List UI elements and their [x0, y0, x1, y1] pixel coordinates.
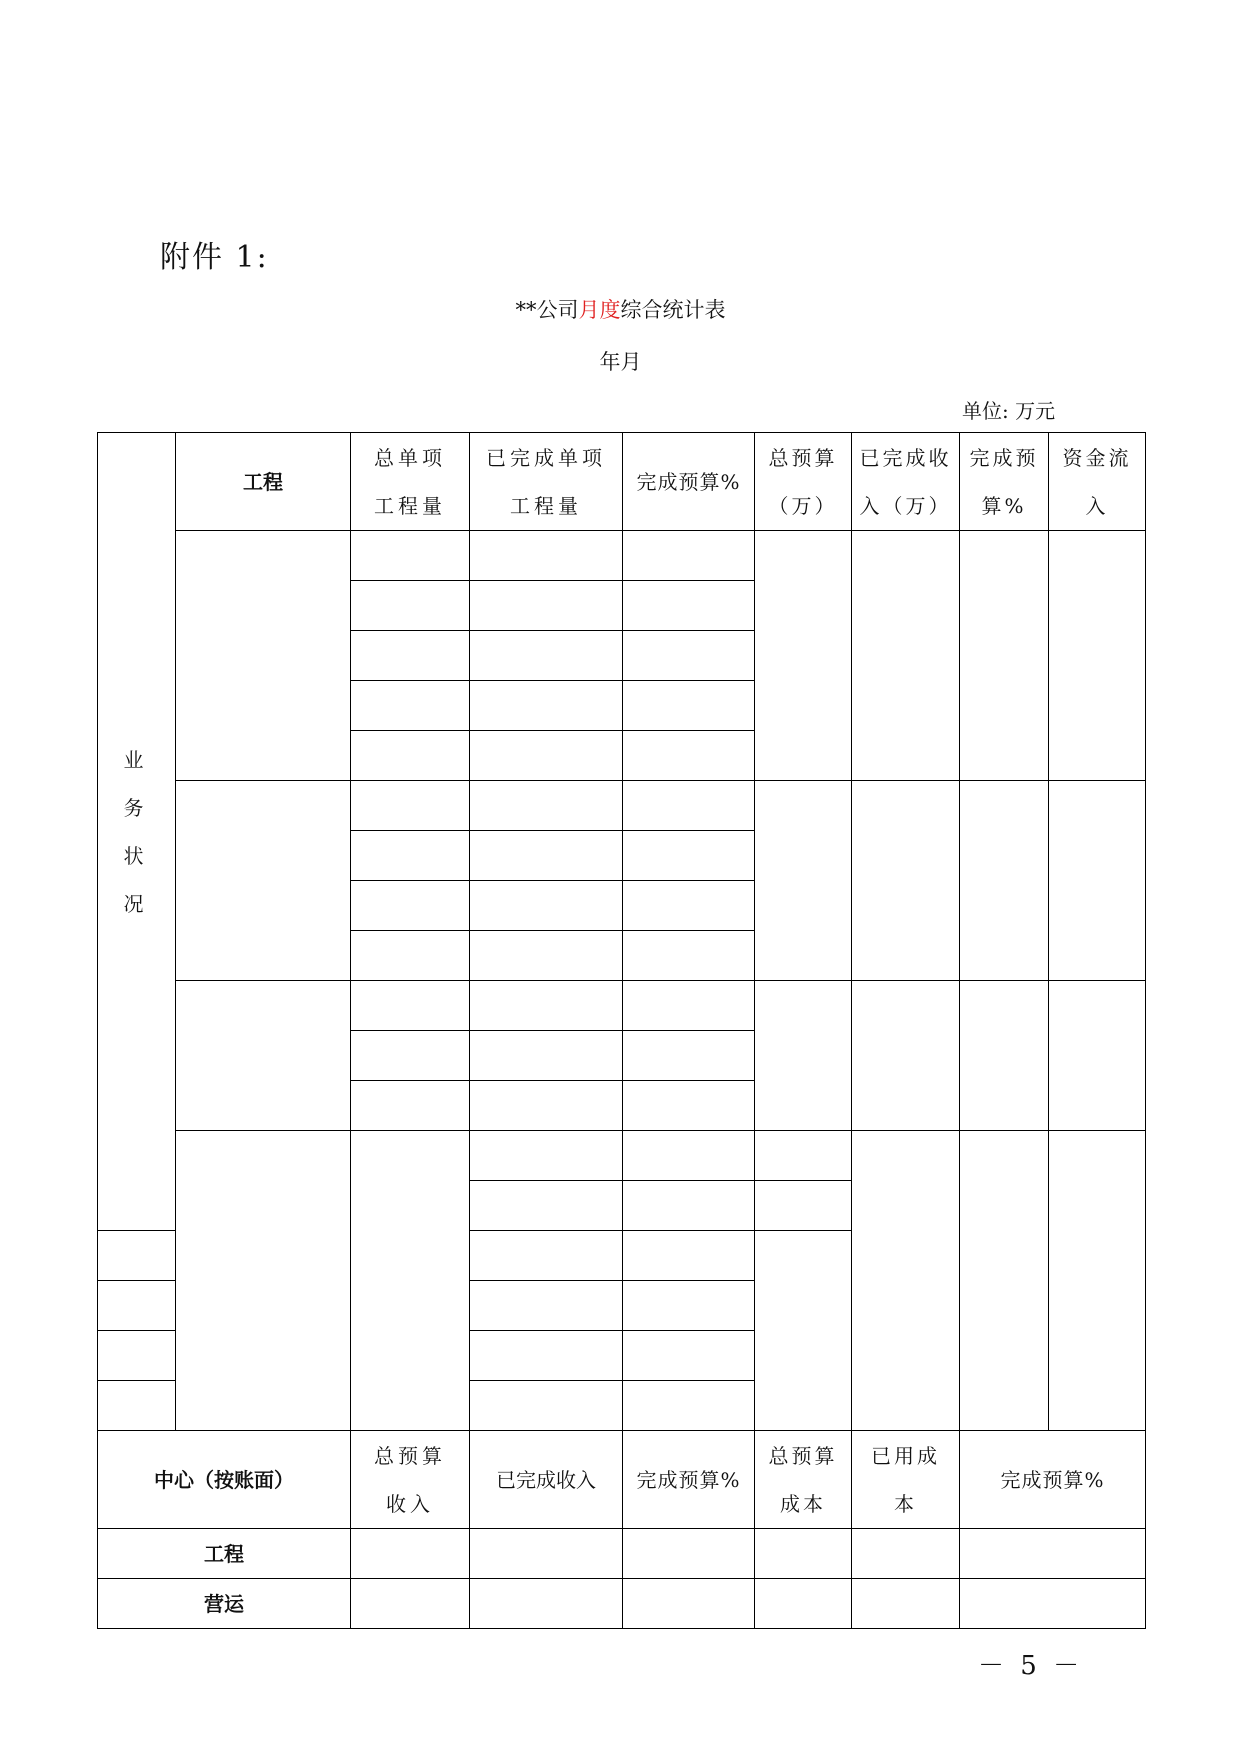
table-cell[interactable] — [852, 1131, 960, 1431]
table-cell[interactable] — [852, 1579, 960, 1629]
header-completed-items: 已完成单项工程量 — [486, 445, 606, 518]
header-total-items-cell — [351, 433, 470, 531]
table-cell[interactable] — [470, 1529, 623, 1579]
table-cell[interactable] — [755, 1579, 852, 1629]
table-cell[interactable] — [623, 1529, 755, 1579]
center-total-budget-income-cell — [351, 1431, 470, 1529]
table-cell[interactable] — [623, 1579, 755, 1629]
header-total-budget-cell — [755, 433, 852, 531]
table-cell[interactable] — [960, 981, 1049, 1131]
table-cell[interactable] — [755, 1131, 852, 1181]
header-completed-income: 已完成收入（万） — [859, 445, 952, 518]
table-cell[interactable] — [960, 1131, 1049, 1431]
table-cell[interactable] — [623, 1031, 755, 1081]
table-cell[interactable] — [470, 1579, 623, 1629]
section-label-cell[interactable] — [176, 1131, 351, 1431]
table-cell[interactable] — [623, 681, 755, 731]
table-cell[interactable] — [852, 781, 960, 981]
header-total-items: 总单项工程量 — [374, 445, 446, 518]
table-cell[interactable] — [755, 531, 852, 781]
table-cell[interactable] — [623, 631, 755, 681]
center-row-label: 工程 — [98, 1529, 351, 1579]
table-cell[interactable] — [755, 1181, 852, 1231]
table-cell[interactable] — [623, 1331, 755, 1381]
table-cell[interactable] — [960, 1579, 1146, 1629]
center-used-cost: 已用成本 — [871, 1443, 940, 1516]
header-completion-budget-pct: 完成预算% — [969, 445, 1039, 518]
document-title — [0, 294, 1241, 324]
table-cell[interactable] — [470, 1331, 623, 1381]
table-cell[interactable] — [470, 1131, 623, 1181]
table-cell[interactable] — [351, 981, 470, 1031]
header-row — [98, 433, 1146, 531]
table-cell[interactable] — [351, 581, 470, 631]
title-suffix: 综合统计表 — [620, 298, 726, 322]
header-completion-pct: 完成预算% — [623, 433, 755, 531]
center-total-budget-income: 总预算收入 — [374, 1443, 446, 1516]
table-cell[interactable] — [351, 881, 470, 931]
table-cell[interactable] — [351, 731, 470, 781]
table-cell[interactable] — [623, 1381, 755, 1431]
table-cell[interactable] — [470, 881, 623, 931]
table-row — [98, 781, 1146, 831]
table-cell[interactable] — [470, 981, 623, 1031]
header-completion-budget-pct-cell — [960, 433, 1049, 531]
table-cell[interactable] — [1049, 531, 1146, 781]
table-cell[interactable] — [623, 531, 755, 581]
table-cell[interactable] — [351, 931, 470, 981]
table-cell[interactable] — [755, 1529, 852, 1579]
header-completed-items-cell — [470, 433, 623, 531]
project-name-cell[interactable] — [176, 531, 351, 781]
table-cell[interactable] — [470, 1031, 623, 1081]
table-cell[interactable] — [470, 581, 623, 631]
table-cell[interactable] — [852, 531, 960, 781]
table-cell[interactable] — [1049, 981, 1146, 1131]
table-cell[interactable] — [98, 1331, 176, 1381]
table-cell[interactable] — [470, 631, 623, 681]
table-cell[interactable] — [623, 1131, 755, 1181]
table-cell[interactable] — [470, 681, 623, 731]
table-cell[interactable] — [623, 1181, 755, 1231]
table-cell[interactable] — [98, 1231, 176, 1281]
project-name-cell[interactable] — [351, 1131, 470, 1431]
table-cell[interactable] — [852, 981, 960, 1131]
table-cell[interactable] — [98, 1281, 176, 1331]
center-used-cost-cell — [852, 1431, 960, 1529]
table-cell[interactable] — [470, 531, 623, 581]
table-cell[interactable] — [351, 1529, 470, 1579]
project-name-cell[interactable] — [176, 981, 351, 1131]
table-cell[interactable] — [623, 831, 755, 881]
table-cell[interactable] — [623, 1081, 755, 1131]
table-cell[interactable] — [470, 931, 623, 981]
table-cell[interactable] — [470, 781, 623, 831]
center-row — [98, 1579, 1146, 1629]
center-row-label: 营运 — [98, 1579, 351, 1629]
table-cell[interactable] — [470, 1281, 623, 1331]
business-status-label: 业务状况 — [123, 747, 150, 916]
header-completed-income-cell — [852, 433, 960, 531]
table-cell[interactable] — [623, 931, 755, 981]
table-cell[interactable] — [623, 731, 755, 781]
table-cell[interactable] — [351, 781, 470, 831]
table-cell[interactable] — [351, 631, 470, 681]
table-cell[interactable] — [351, 1579, 470, 1629]
table-row — [98, 981, 1146, 1031]
table-cell[interactable] — [623, 1231, 755, 1281]
header-cash-inflow: 资金流入 — [1062, 445, 1132, 518]
title-prefix: **公司 — [515, 298, 579, 322]
table-cell[interactable] — [623, 781, 755, 831]
table-cell[interactable] — [470, 731, 623, 781]
title-highlight: 月度 — [578, 298, 621, 322]
center-completion-pct: 完成预算% — [623, 1431, 755, 1529]
header-project: 工程 — [176, 433, 351, 531]
table-cell[interactable] — [470, 831, 623, 881]
header-total-budget: 总预算（万） — [768, 445, 838, 518]
table-cell[interactable] — [470, 1231, 623, 1281]
header-cash-inflow-cell — [1049, 433, 1146, 531]
center-header-row — [98, 1431, 1146, 1529]
table-cell[interactable] — [470, 1081, 623, 1131]
table-cell[interactable] — [755, 981, 852, 1131]
table-cell[interactable] — [960, 781, 1049, 981]
table-cell[interactable] — [351, 531, 470, 581]
table-cell[interactable] — [1049, 1131, 1146, 1431]
table-cell[interactable] — [351, 831, 470, 881]
table-cell[interactable] — [960, 531, 1049, 781]
center-total-budget-cost: 总预算成本 — [768, 1443, 838, 1516]
unit-label: 单位: 万元 — [962, 399, 1056, 423]
center-row — [98, 1529, 1146, 1579]
date-label: 年月 — [599, 350, 642, 374]
center-label: 中心（按账面） — [98, 1431, 351, 1529]
table-cell[interactable] — [470, 1381, 623, 1431]
table-cell[interactable] — [1049, 781, 1146, 981]
table-cell[interactable] — [852, 1529, 960, 1579]
center-completed-income: 已完成收入 — [470, 1431, 623, 1529]
business-status-cell — [98, 433, 176, 1231]
table-row — [98, 1131, 1146, 1181]
table-cell[interactable] — [960, 1529, 1146, 1579]
table-cell[interactable] — [98, 1381, 176, 1431]
attachment-label: 附件 1: — [160, 240, 269, 275]
statistics-table — [97, 432, 1146, 1629]
center-completion-pct2: 完成预算% — [960, 1431, 1146, 1529]
table-cell[interactable] — [351, 1081, 470, 1131]
table-cell[interactable] — [755, 781, 852, 981]
center-total-budget-cost-cell — [755, 1431, 852, 1529]
table-cell[interactable] — [623, 581, 755, 631]
table-cell[interactable] — [623, 881, 755, 931]
table-row — [98, 531, 1146, 581]
page-number: － 5 － — [978, 1651, 1084, 1681]
table-cell[interactable] — [623, 981, 755, 1031]
table-cell[interactable] — [623, 1281, 755, 1331]
project-name-cell[interactable] — [176, 781, 351, 981]
table-cell[interactable] — [351, 681, 470, 731]
table-cell[interactable] — [470, 1181, 623, 1231]
table-cell[interactable] — [351, 1031, 470, 1081]
